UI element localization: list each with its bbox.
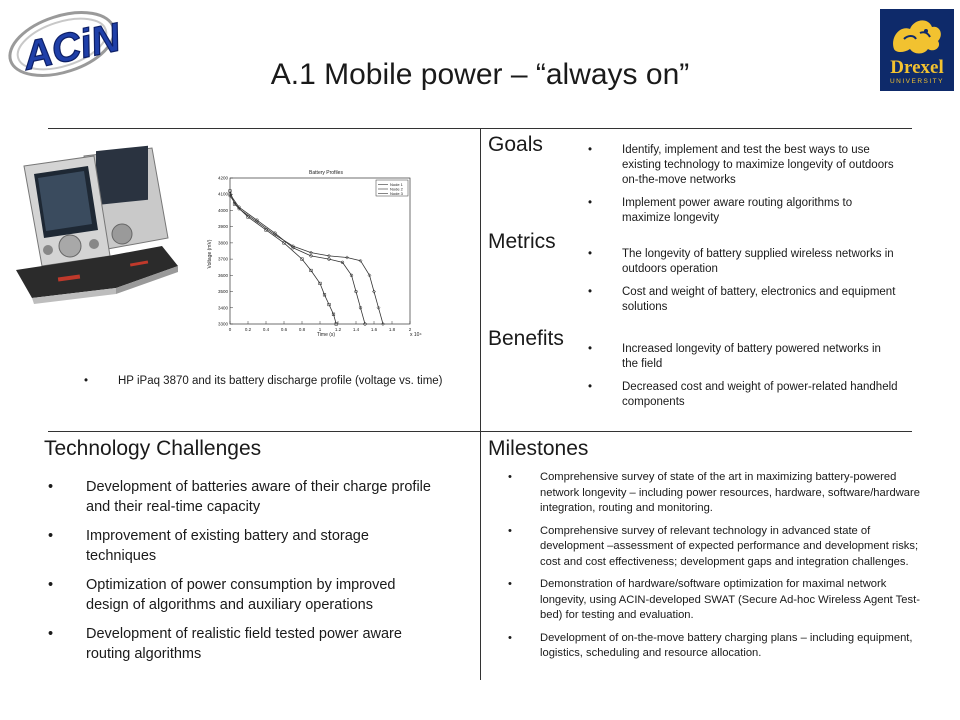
y-tick-label: 3300 — [217, 321, 228, 327]
y-tick-label: 4000 — [217, 207, 228, 213]
list-item: • Identify, implement and test the best ways to use existing technology to maximize longevity of outdoors on-the-move networks — [588, 143, 900, 188]
x-tick-label: 2 — [408, 327, 412, 332]
x-tick-label: 1.4 — [352, 327, 360, 332]
list-item: • Development of batteries aware of their charge profile and their real-time capacity — [48, 477, 438, 517]
x-tick-label: 1 — [318, 327, 322, 332]
challenges-list — [48, 477, 438, 673]
benefits-list — [588, 342, 900, 418]
drexel-sub: UNIVERSITY — [889, 78, 944, 85]
list-item: • Cost and weight of battery, electronics and equipment solutions — [588, 285, 900, 315]
x-tick-label: 1.2 — [334, 327, 342, 332]
x-tick-label: 0.4 — [262, 327, 270, 332]
y-tick-label: 3600 — [217, 272, 228, 278]
chart-ylabel: Voltage (mV) — [207, 239, 213, 269]
chart-x-multiplier: x 10⁴ — [410, 332, 422, 338]
x-tick-label: 1.6 — [370, 327, 378, 332]
y-tick-label: 3900 — [217, 224, 228, 230]
list-item: • The longevity of battery supplied wireless networks in outdoors operation — [588, 247, 900, 277]
milestones-list — [508, 470, 924, 669]
center-divider — [480, 128, 481, 680]
x-tick-label: 0.2 — [244, 327, 252, 332]
list-item: • Comprehensive survey of state of the art in maximizing battery-powered network longevity – including power resources, hardware, software/hardware integration, routing and monitoring. — [508, 470, 924, 517]
image-caption: • HP iPaq 3870 and its battery discharge profile (voltage vs. time) — [84, 374, 454, 389]
list-item: • Optimization of power consumption by improved design of algorithms and auxiliary operations — [48, 575, 438, 615]
goals-heading: Goals — [488, 133, 543, 156]
list-item: • Development of realistic field tested power aware routing algorithms — [48, 624, 438, 664]
y-tick-label: 4100 — [217, 191, 228, 197]
list-item: • Improvement of existing battery and storage techniques — [48, 526, 438, 566]
x-tick-label: 0 — [228, 327, 232, 332]
benefits-heading: Benefits — [488, 327, 564, 350]
legend-label: Node 3 — [390, 191, 403, 196]
x-tick-label: 1.8 — [388, 327, 396, 332]
y-tick-label: 3500 — [217, 289, 228, 295]
x-tick-label: 0.8 — [298, 327, 306, 332]
metrics-heading: Metrics — [488, 230, 556, 253]
list-item: • Demonstration of hardware/software optimization for maximal network longevity, using ACIN-developed SWAT (Secure Ad-hoc Wireless Agent Test-bed) for testing and evaluation. — [508, 577, 924, 624]
drexel-name: Drexel — [890, 57, 944, 78]
list-item: • Decreased cost and weight of power-related handheld components — [588, 380, 900, 410]
challenges-heading: Technology Challenges — [44, 437, 262, 460]
y-tick-label: 4200 — [217, 175, 228, 181]
acin-logo-text: ACiN — [19, 15, 120, 79]
list-item: • Increased longevity of battery powered networks in the field — [588, 342, 900, 372]
series-line-2 — [230, 194, 365, 324]
goals-list — [588, 143, 900, 234]
chart-xlabel: Time (s) — [316, 332, 336, 338]
y-tick-label: 3400 — [217, 305, 228, 311]
legend-label: Node 2 — [390, 186, 403, 192]
handheld-device-image — [12, 138, 182, 306]
metrics-list — [588, 247, 900, 323]
chart-title: Battery Profiles — [309, 170, 343, 176]
y-tick-label: 3700 — [217, 256, 228, 262]
battery-chart — [200, 162, 432, 340]
plot-frame — [230, 178, 410, 324]
x-tick-label: 0.6 — [280, 327, 288, 332]
list-item: • Comprehensive survey of relevant technology in advanced state of development –assessment of expected performance and development risks; cost and cost effectiveness; development gaps and integration challenges. — [508, 524, 924, 571]
list-item: • Implement power aware routing algorithms to maximize longevity — [588, 196, 900, 226]
page-title: A.1 Mobile power – “always on” — [270, 58, 690, 91]
legend-label: Node 1 — [390, 182, 403, 187]
y-tick-label: 3800 — [217, 240, 228, 246]
milestones-heading: Milestones — [488, 437, 589, 460]
list-item: • Development of on-the-move battery charging plans – including equipment, logistics, scheduling and resource allocation. — [508, 631, 924, 662]
